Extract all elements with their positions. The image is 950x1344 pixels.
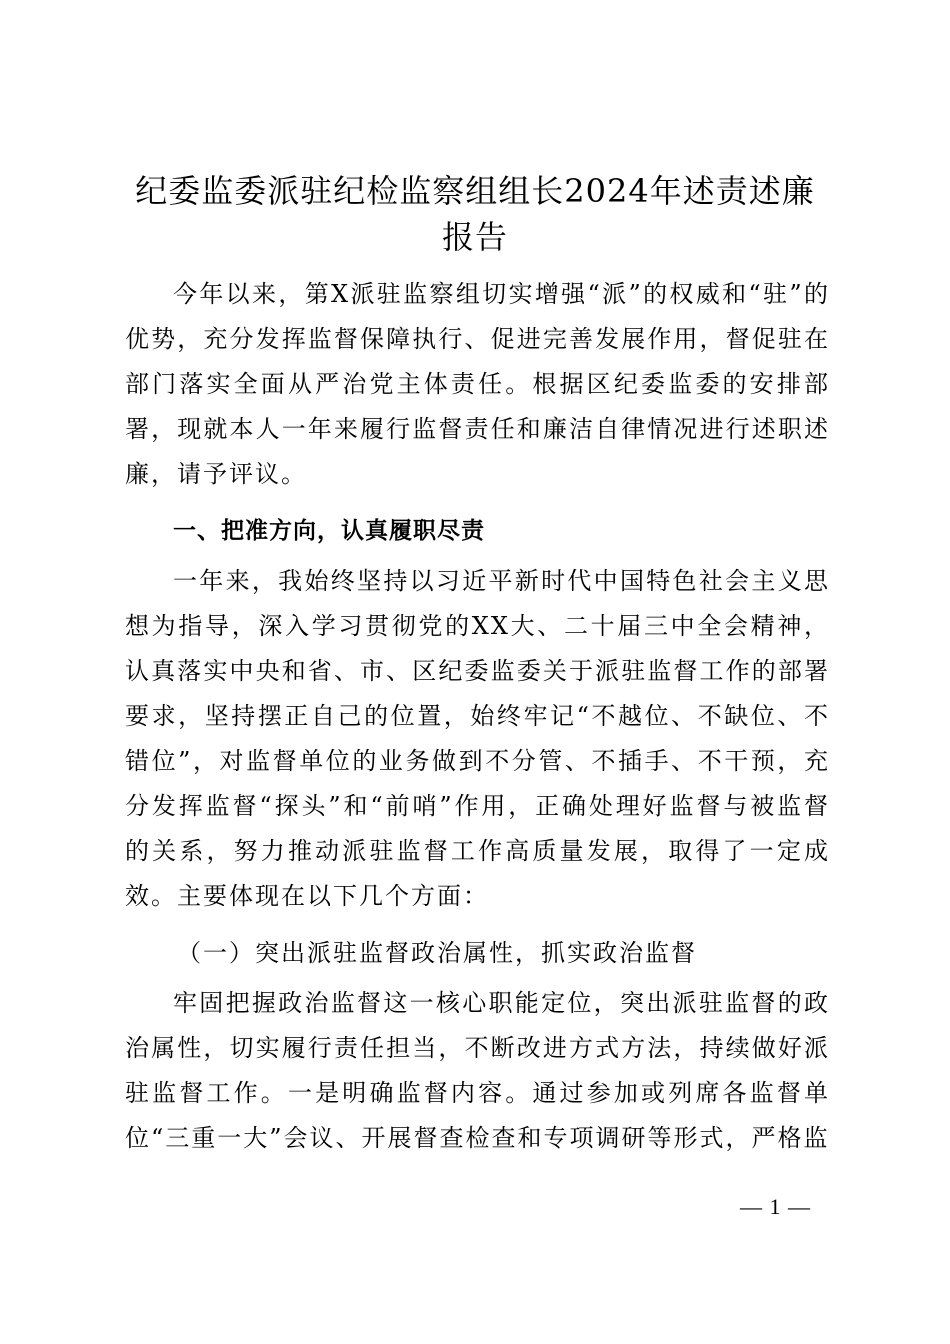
document-title: 纪委监委派驻纪检监察组组长2024年述责述廉报告 bbox=[135, 172, 815, 256]
subsection-heading: （一）突出派驻监督政治属性，抓实政治监督 bbox=[177, 939, 697, 967]
document-body bbox=[125, 272, 830, 1161]
section-heading: 一、把准方向，认真履职尽责 bbox=[173, 518, 485, 544]
section-paragraph: 一年来，我始终坚持以习近平新时代中国特色社会主义思想为指导，深入学习贯彻党的XX大、二十届三中全会精神，认真落实中央和省、市、区纪委监委关于派驻监督工作的部署要求，坚持摆正自己的位置，始终牢记“不越位、不缺位、不错位”，对监督单位的业务做到不分管、不插手、不干预，充分发挥监督“探头”和“前哨”作用，正确处理好监督与被监督的关系，努力推动派驻监督工作高质量发展，取得了一定成效。主要体现在以下几个方面： bbox=[125, 567, 830, 910]
subsection-paragraph: 牢固把握政治监督这一核心职能定位，突出派驻监督的政治属性，切实履行责任担当，不断改进方式方法，持续做好派驻监督工作。一是明确监督内容。通过参加或列席各监督单位“三重一大”会议、开展督查检查和专项调研等形式，严格监 bbox=[125, 989, 830, 1152]
page-number: — 1 — bbox=[740, 1194, 811, 1219]
intro-paragraph: 今年以来，第X派驻监察组切实增强“派”的权威和“驻”的优势，充分发挥监督保障执行、促进完善发展作用，督促驻在部门落实全面从严治党主体责任。根据区纪委监委的安排部署，现就本人一年来履行监督责任和廉洁自律情况进行述职述廉，请予评议。 bbox=[125, 280, 830, 488]
